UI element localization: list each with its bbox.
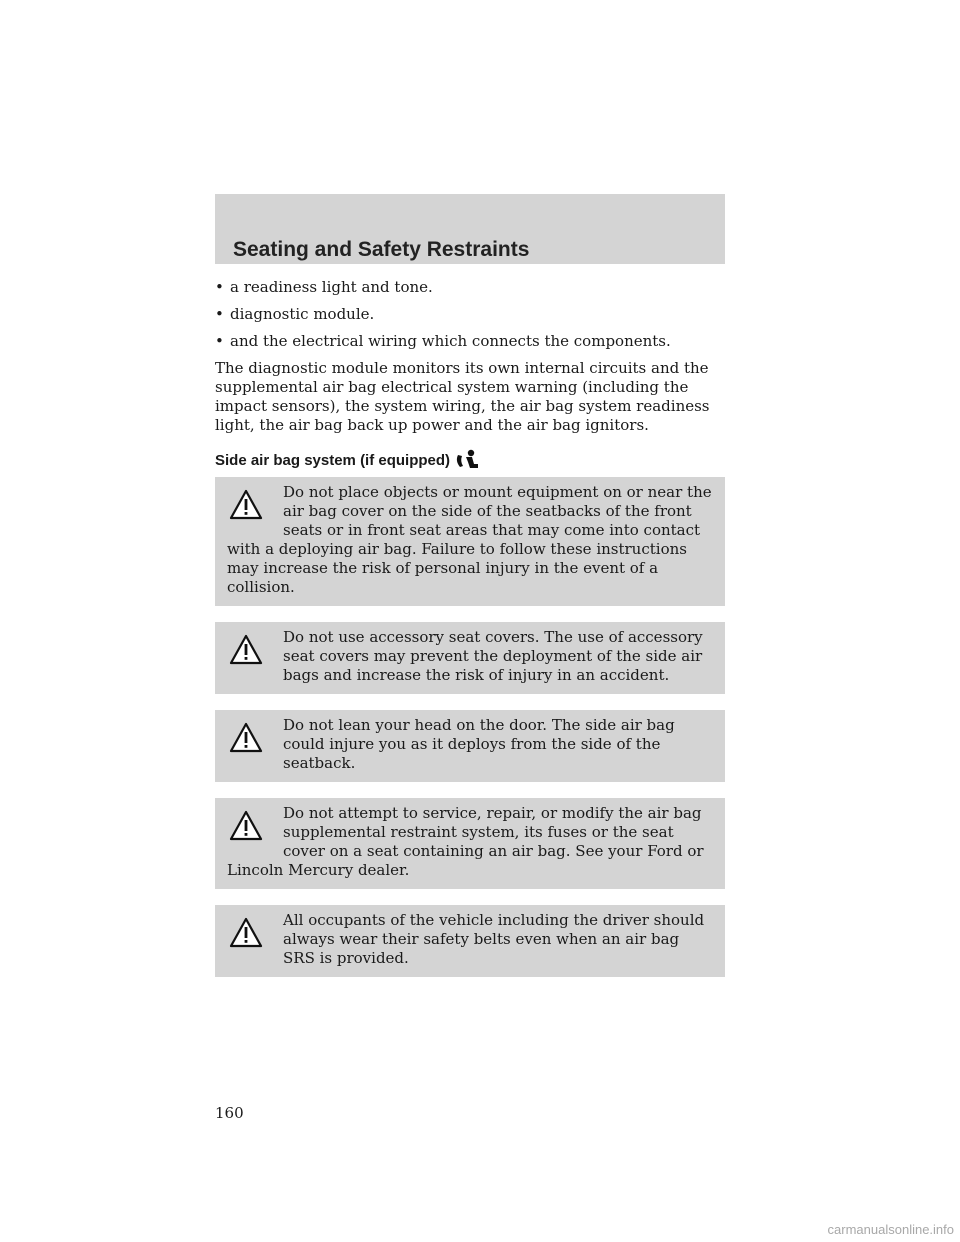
warning-triangle-icon <box>229 489 263 521</box>
warning-text: Do not use accessory seat covers. The use of accessory seat covers may prevent the deployment of the side air bags and increase the risk of injury in an accident. <box>283 628 703 684</box>
warning-box <box>215 798 725 889</box>
warning-text: Do not place objects or mount equipment on or near the air bag cover on the side of the seatbacks of the front seats or in front seat areas that may come into contact with a deploying air bag. Failure to follow these instructions may increase the risk of personal injury in the event of a collision. <box>227 483 712 596</box>
warning-box <box>215 622 725 694</box>
warning-box <box>215 477 725 606</box>
diagnostic-paragraph: The diagnostic module monitors its own internal circuits and the supplemental air bag electrical system warning (including the impact sensors), the system wiring, the air bag system readiness light, the air bag back up power and the air bag ignitors. <box>215 359 710 434</box>
bullet-text: diagnostic module. <box>230 305 375 323</box>
bullet-item: • diagnostic module. <box>215 305 375 323</box>
bullet-item: • a readiness light and tone. <box>215 278 433 296</box>
warning-triangle-icon <box>229 634 263 666</box>
warning-text: Do not lean your head on the door. The side air bag could injure you as it deploys from the side of the seatback. <box>283 716 675 772</box>
seated-occupant-airbag-icon <box>454 449 480 471</box>
subheading-text: Side air bag system (if equipped) <box>215 451 451 469</box>
warning-text: All occupants of the vehicle including the driver should always wear their safety belts even when an air bag SRS is provided. <box>283 911 705 967</box>
warning-text: Do not attempt to service, repair, or modify the air bag supplemental restraint system, its fuses or the seat cover on a seat containing an air bag. See your Ford or Lincoln Mercury dealer. <box>227 804 704 879</box>
section-title: Seating and Safety Restraints <box>233 238 530 261</box>
page-number: 160 <box>215 1104 244 1122</box>
watermark: carmanualsonline.info <box>827 1222 954 1237</box>
warning-triangle-icon <box>229 810 263 842</box>
page-content <box>215 278 725 993</box>
warning-triangle-icon <box>229 722 263 754</box>
bullet-item: • and the electrical wiring which connects the components. <box>215 332 671 350</box>
subheading <box>215 449 725 471</box>
warning-box <box>215 905 725 977</box>
bullet-text: and the electrical wiring which connects the components. <box>230 332 671 350</box>
bullet-text: a readiness light and tone. <box>230 278 433 296</box>
warning-box <box>215 710 725 782</box>
section-header-band <box>215 194 725 264</box>
warning-triangle-icon <box>229 917 263 949</box>
